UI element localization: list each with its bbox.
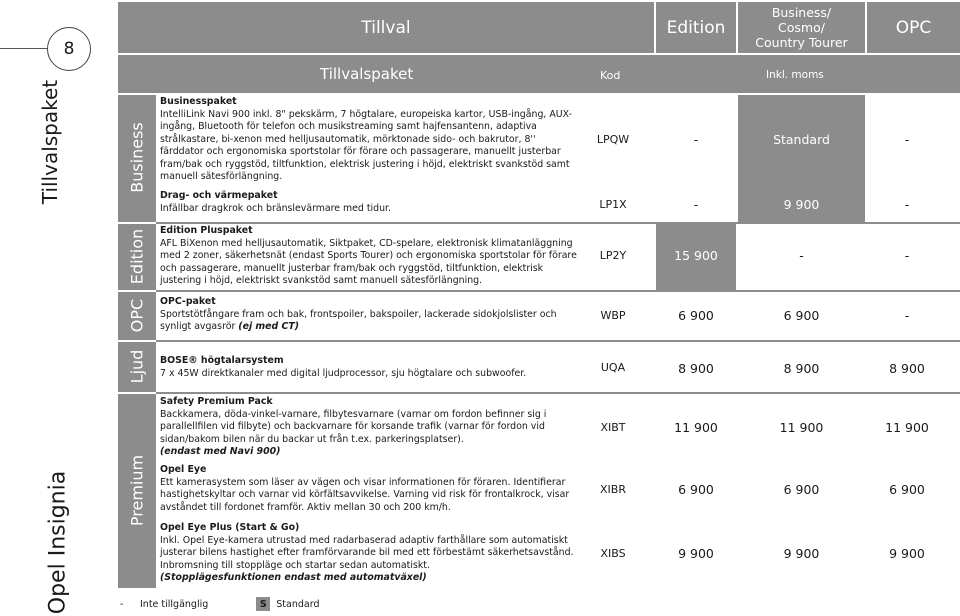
row-code: LPQW xyxy=(596,133,630,146)
header-opc: OPC xyxy=(867,2,960,53)
table-row: Drag- och värmepaket Infällbar dragkrok och bränslevärmare med tidur. xyxy=(160,190,392,214)
legend: - Inte tillgänglig S Standard xyxy=(120,598,320,610)
table-row: OPC-paket Sportstötfångare fram och bak, frontspoiler, bakspoiler, lackerade sidokjolslister och synligt avgasrör (ej med CT) xyxy=(160,296,557,332)
page-number-tab xyxy=(0,27,118,71)
page-number: 8 xyxy=(47,27,91,71)
header-edition: Edition xyxy=(656,2,736,53)
side-title: Tillvalspaket xyxy=(38,79,62,205)
section-edition: Edition xyxy=(118,224,156,290)
legend-s-badge: S xyxy=(256,597,270,611)
side-brand: Opel Insignia xyxy=(45,470,71,615)
subheader-bar xyxy=(118,55,960,93)
table-row: Opel Eye Plus (Start & Go) Inkl. Opel Eye-kamera utrustad med radarbaserad adaptiv farthållare som automatiskt justerar bilens hastighet efter framförvarande bil med ett förbestämt säkerhetsavstånd. Inbromsning till stoppläge och startar sedan automatiskt. (Stopplägesfunktionen endast med automatväxel) xyxy=(160,522,574,583)
section-ljud: Ljud xyxy=(118,342,156,392)
section-premium: Premium xyxy=(118,394,156,588)
header-tillvalspaket: Tillvalspaket xyxy=(320,65,414,83)
table-row: Safety Premium Pack Backkamera, döda-vinkel-varnare, filbytesvarnare (varnar om fordon befinner sig i parallellfilen vid filbyte) och backvarnare för korsande trafik (varnar för fordon vid sidan/bakom bilen när du backar ut från t.ex. parkeringsplatser). (endast med Navi 900) xyxy=(160,396,547,457)
table-row: Opel Eye Ett kamerasystem som läser av vägen och visar informationen för föraren. Identifierar hastighetskyltar och varnar vid körfältsavvikelse. Varning vid risk för frontalkrock, visar avståndet till fordonet framför. Aktiv mellan 30 och 200 km/h. xyxy=(160,464,570,513)
section-business: Business xyxy=(118,95,156,222)
table-row: BOSE® högtalarsystem 7 x 45W direktkanaler med digital ljudprocessor, sju högtalare och subwoofer. xyxy=(160,355,527,379)
header-business: Business/ Cosmo/ Country Tourer xyxy=(738,2,865,53)
section-opc: OPC xyxy=(118,292,156,340)
header-tillval: Tillval xyxy=(118,2,654,53)
table-row: Edition Pluspaket AFL BiXenon med helljusautomatik, Siktpaket, CD-spelare, elektronisk klimatanläggning med 2 zoner, säkerhetsnät (endast Sports Tourer) och ergonomiska sportstolar för förare och passagerare, manuellt justerbar fram/bak och ryggstöd, tiltfunktion, elektrisk justering i höjd, elektriskt svankstöd samt manuell sätesförlängning. xyxy=(160,225,577,286)
header-kod: Kod xyxy=(600,69,621,82)
table-row: Businesspaket IntelliLink Navi 900 inkl. 8" pekskärm, 7 högtalare, europeiska kartor, USB-ingång, AUX-ingång, Bluetooth för telefon och musikstreaming samt hajfensantenn, adaptiva strålkastare, bi-xenon med helljusautomatik, mörktonade sido- och bakrutor, 8'' färddator och ergonomiska sportstolar för förare och passagerare, manuellt justerbar fram/bak och ryggstöd, tiltfunktion, elektrisk justering i höjd, elektriskt svankstöd samt manuell sätesförlängning. xyxy=(160,96,572,182)
header-inkl-moms: Inkl. moms xyxy=(766,69,824,81)
